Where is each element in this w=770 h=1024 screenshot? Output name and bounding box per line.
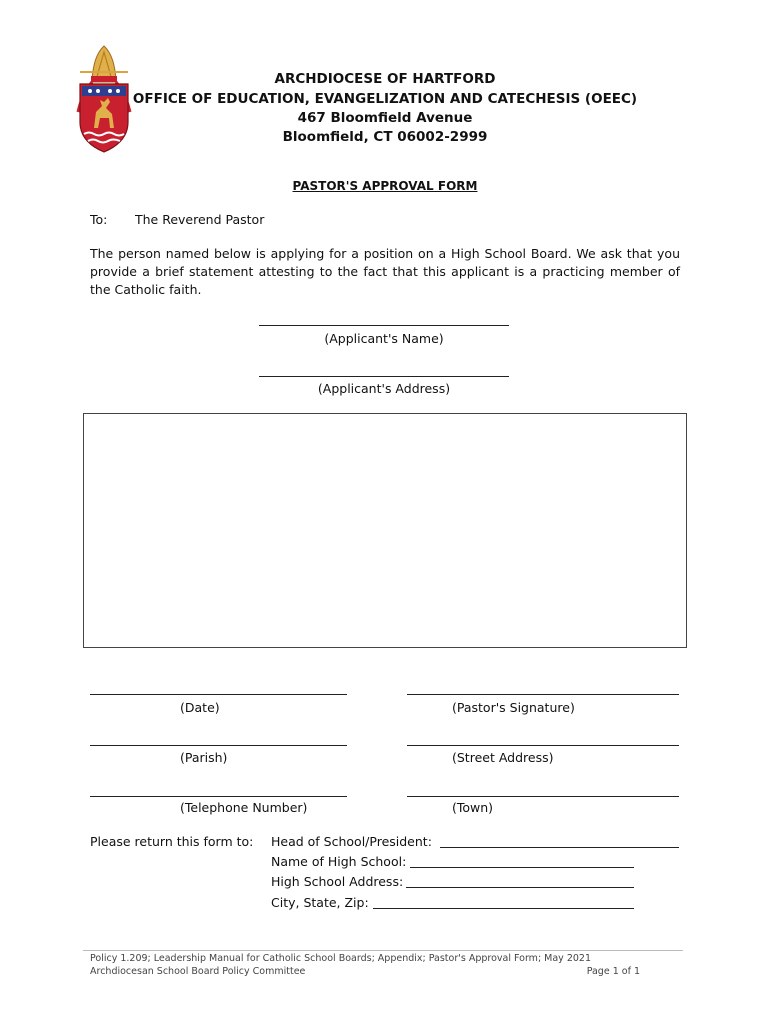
school-address-line[interactable] <box>406 887 634 888</box>
street-address-line[interactable] <box>407 745 679 746</box>
footer-policy: Policy 1.209; Leadership Manual for Catholic School Boards; Appendix; Pastor's Approval Form; May 2021 <box>90 953 591 964</box>
pastor-statement-box[interactable] <box>83 413 687 648</box>
to-label: To: <box>90 212 108 227</box>
header-office: OFFICE OF EDUCATION, EVANGELIZATION AND CATECHESIS (OEEC) <box>132 91 638 107</box>
header-org: ARCHDIOCESE OF HARTFORD <box>274 71 496 87</box>
school-name-label: Name of High School: <box>271 854 407 869</box>
pastor-signature-line[interactable] <box>407 694 679 695</box>
date-line[interactable] <box>90 694 347 695</box>
intro-paragraph: The person named below is applying for a position on a High School Board. We ask that you provide a brief statement attesting to the fact that this applicant is a practicing member of the Catholic faith. <box>90 246 680 297</box>
pastor-signature-caption: (Pastor's Signature) <box>452 700 575 715</box>
school-address-label: High School Address: <box>271 874 404 889</box>
parish-line[interactable] <box>90 745 347 746</box>
header-street: 467 Bloomfield Avenue <box>297 110 473 126</box>
footer-page-number: Page 1 of 1 <box>586 966 640 977</box>
footer-divider <box>83 950 683 951</box>
telephone-line[interactable] <box>90 796 347 797</box>
school-name-line[interactable] <box>410 867 634 868</box>
parish-caption: (Parish) <box>180 750 228 765</box>
applicant-address-line[interactable] <box>259 376 509 377</box>
town-caption: (Town) <box>452 800 494 815</box>
date-caption: (Date) <box>180 700 220 715</box>
street-address-caption: (Street Address) <box>452 750 554 765</box>
form-title: PASTOR'S APPROVAL FORM <box>292 179 478 193</box>
applicant-name-line[interactable] <box>259 325 509 326</box>
applicant-address-caption: (Applicant's Address) <box>317 381 451 396</box>
telephone-caption: (Telephone Number) <box>180 800 308 815</box>
head-of-school-label: Head of School/President: <box>271 834 432 849</box>
to-value: The Reverend Pastor <box>135 212 265 227</box>
return-label: Please return this form to: <box>90 834 254 849</box>
applicant-name-caption: (Applicant's Name) <box>324 331 444 346</box>
city-state-zip-line[interactable] <box>373 908 634 909</box>
footer-committee: Archdiocesan School Board Policy Committee <box>90 966 306 977</box>
city-state-zip-label: City, State, Zip: <box>271 895 369 910</box>
header-city: Bloomfield, CT 06002-2999 <box>282 129 488 145</box>
town-line[interactable] <box>407 796 679 797</box>
head-of-school-line[interactable] <box>440 847 679 848</box>
